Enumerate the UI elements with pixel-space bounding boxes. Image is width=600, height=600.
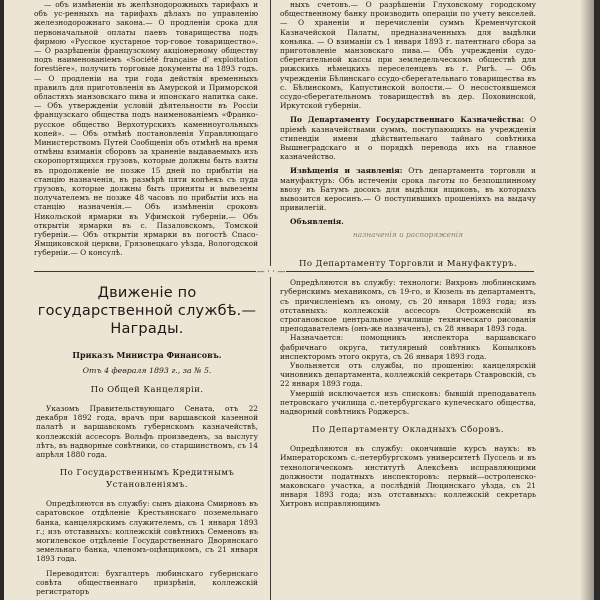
notices-label: Извѣщенія и заявленія: [290, 166, 403, 176]
notices-paragraph [280, 166, 536, 212]
faint-heading: назначенія и распоряженія [352, 230, 464, 239]
treasury-dept-text: О пріемѣ казначействами суммъ, поступающихъ на учрежденія стипендіи имени дѣйствительнаго тайнаго совѣтника Вышнеградскаго и о порядкѣ перевода ихъ на главное казначейство. [280, 115, 536, 162]
notices-text: Отъ департамента торговли и мануфактуръ: Объ истеченіи срока льготы по безпошлинному ввозу въ Батумъ досокъ для выдѣлки ящиковъ, въ которыхъ вывозится керосинъ.— О поступившихъ прошеніяхъ на выдачу привилегій. [280, 166, 536, 213]
trade-nominations-text: Назначается: помощникъ инспектора варшавскаго фабричнаго округа, титулярный совѣтникъ Копылковъ инспекторомъ этого округа, съ 26 января 1893 года. [280, 333, 536, 361]
tax-dept-heading: По Департаменту Окладныхъ Сборовъ. [312, 425, 504, 436]
top-right-text: ныхъ счетовъ.— О разрѣшеніи Глуховскому городскому общественному банку производить операціи по учету векселей.— О храненіи и перечисленіи суммъ Кременчугской Казначейской Палаты, предназначенныхъ для выдѣлки коньяка. — О взиманіи съ 1 января 1893 г. патентнаго сбора за приготовленіе манзовскаго пива.— Объ учрежденіи судо-сберегательной кассы при земледельческомъ обществѣ для рижскихъ нѣмецкихъ переселенцевъ въ г. Ригѣ. — Объ учрежденіи Бѣлинскаго ссудо-сберегательнаго товарищества въ с. Бѣлинскомъ, Капустинской волости.— О несостоявшемся ссудо-сберегательномъ товариществѣ въ дер. Поховинской, Иркутской губерніи. [280, 0, 536, 111]
credit-institutions-text: Опредѣляются въ службу: сынъ діакона Смирновъ въ саратовское отдѣленіе Крестьянскаго поземельнаго банка, канцелярскимъ служителемъ, съ 1 января 1893 г.; изъ отставныхъ: коллежскій совѣтникъ Семеновъ въ могилевское отдѣленіе Государственнаго Дворянскаго земельнаго банка, членомъ-оцѣнщикомъ, съ 21 января 1893 года. [36, 499, 258, 564]
top-right-column [280, 0, 536, 258]
bottom-right-column [280, 230, 536, 600]
newspaper-page [4, 0, 594, 600]
treasury-dept-paragraph [280, 115, 536, 161]
transfers-text: Переводятся: бухгалтеръ любинскаго губернскаго совѣта общественнаго призрѣнія, коллежскій регистраторъ [36, 568, 258, 597]
tax-appointments-text: Опредѣляются въ службу: окончившіе курсъ наукъ: въ Императорскомъ с.-петербургскомъ университетѣ Пуссель и въ технологическомъ институтѣ Алексѣевъ исправляющими должности податныхъ инспекторовъ: первый—остроленско-маковскаго участка, а послѣдній Люцинскаго уѣзда, съ 21 января 1893 года; изъ отставныхъ: коллежскій секретарь Хитровъ исправляющимъ [280, 444, 536, 509]
credit-institutions-heading: По Государственнымъ Кредитнымъ Установленіямъ. [59, 468, 235, 491]
announcements-label: Объявленія. [290, 217, 344, 227]
order-date: Отъ 4 февраля 1893 г., за № 5. [82, 366, 212, 375]
trade-appointments-text: Опредѣляются въ службу: технологи: Вихровъ люблинскимъ губернскимъ механикомъ, съ 19-го, и Кюзель въ департаментъ, съ причисленіемъ къ оному, съ 20 января 1893 года; изъ отставныхъ: коллежскій ассесоръ Остроженскій въ строгановское центральное училище техническаго рисованія преподавателемъ (онъ-же назначенъ), съ 28 января 1893 года. [280, 278, 536, 334]
chancellery-text: Указомъ Правительствующаго Сената, отъ 22 декабря 1892 года, врачъ при варшавской казенной палатѣ и варшавскомъ губернскомъ казначействѣ, коллежскій ассесоръ Вольфъ произведенъ, за выслугу лѣтъ, въ надворные совѣтники, со старшинствомъ, съ 14 апрѣля 1880 года. [36, 404, 258, 460]
bottom-left-column [36, 280, 258, 600]
trade-dismissals-text: Увольняется отъ службы, по прошенію: канцелярскій чиновникъ департамента, коллежскій секретарь Ставровскій, съ 22 января 1893 года. [280, 361, 536, 389]
page-edge-shadow [580, 0, 594, 600]
order-title: Приказъ Министра Финансовъ. [72, 350, 222, 360]
top-left-column [34, 0, 258, 258]
column-divider [270, 0, 271, 600]
section-heading: Движеніе по государственной службѣ.—Награды. [37, 285, 257, 337]
divider-ornament: — · · — [256, 267, 286, 276]
trade-dept-heading: По Департаменту Торговли и Мануфактуръ. [298, 259, 518, 270]
chancellery-heading: По Общей Канцеляріи. [90, 385, 204, 395]
treasury-dept-label: По Департаменту Государственнаго Казначейства: [290, 115, 525, 125]
top-left-text: — объ измѣненіи въ желѣзнодорожныхъ тарифахъ и объ ус-ренныхъ на тарифахъ дѣлахъ по управленію железнодорожнаго закона.— О продленіи срока для первоначальной оплаты паевъ товарищества подъ фирмою «Русское кустарное тор-говое товарищество». — О разрѣшеніи французскому акціонерному обществу подъ наименованіемъ «Société française d' exploitation forestière», получить торговые документы на 1893 годъ. — О продленіи на три года действія временныхъ правилъ для приготовленія въ Амурской и Приморской областяхъ мaнзовскaго пива и японскаго напитка саке.— Объ утвержденіи условій дѣятельности въ Россіи французскаго общества подъ наименованіемъ «Франко-русское общество Верхотурскихъ каменноугольныхъ копей». — Объ отмѣнѣ постановленія Управляющаго Министерствомъ Путей Сообщенія объ отмѣнѣ на время отмѣны взиманія сборовъ за храненіе выдаваемыхъ изъ скоропортящихся грузовъ, которые должны быть взяты въ продолженіе не позже 15 дней по прибытіи на станцію назначенія, въ размѣрѣ пяти копѣекъ съ пуда грузовъ, которые должны быть приняты и вывезены получателемъ не позже 48 часовъ по прибытіи ихъ на станцію назначенія.— Объ измѣненіи сроковъ Никольской ярмарки въ Уфимской губерніи.— Объ открытіи ярмарки въ с. Пазаловскомъ, Томской губерніи.— Объ открытіи ярмарки въ погостѣ Спасо-Ямщиковской церкви, Грязовецкаго уѣзда, Вологодской губерніи.— О консулѣ. [34, 0, 258, 258]
trade-deceased-text: Умершій исключается изъ списковъ: бывшій преподаватель петровскаго училища с.-петербургскаго купеческаго общества, надворный совѣтникъ Роджерсъ. [280, 388, 536, 417]
